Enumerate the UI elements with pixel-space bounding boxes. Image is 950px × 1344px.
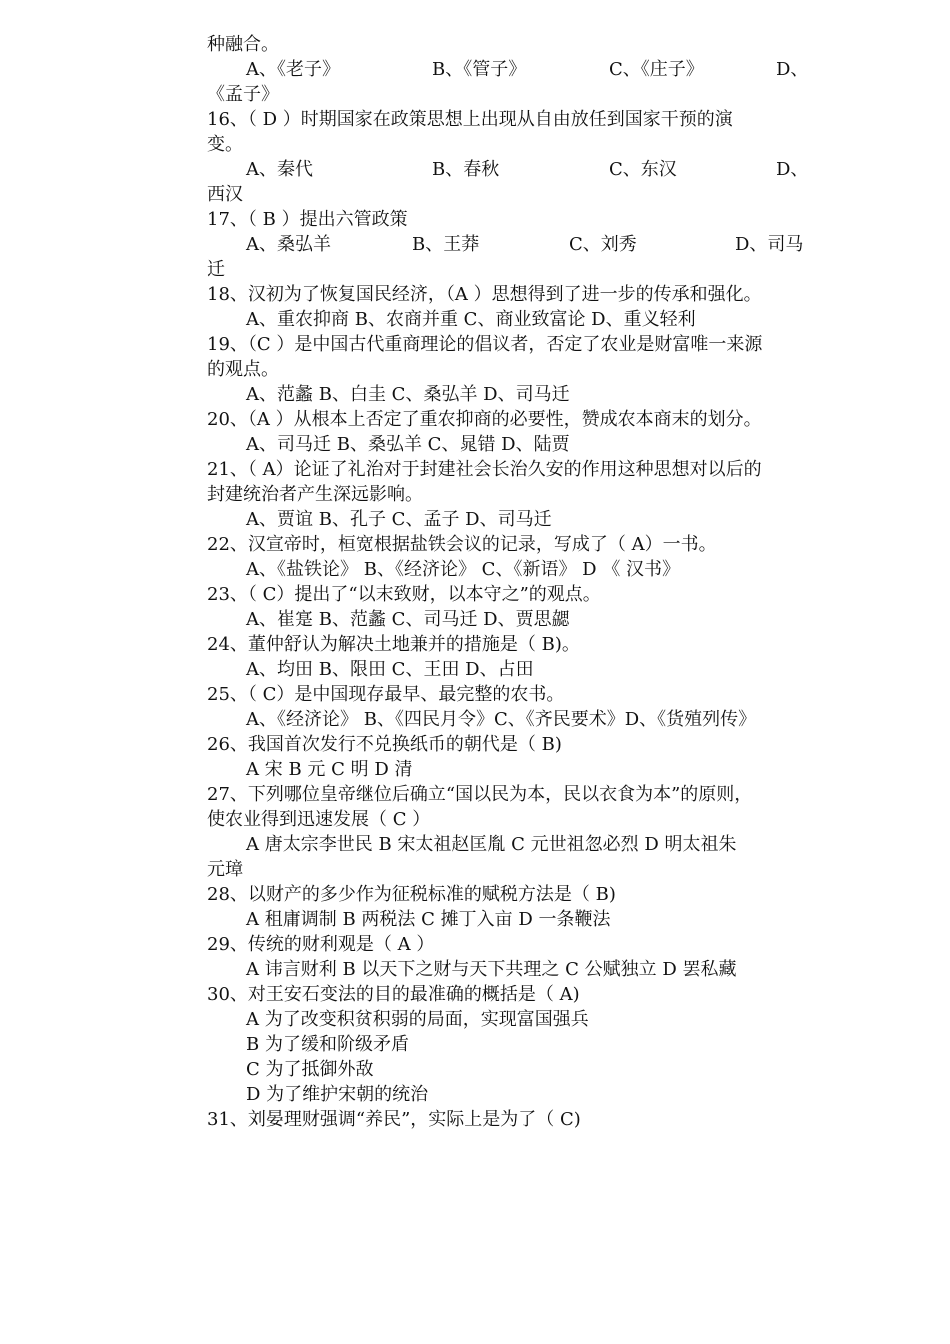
options-line: A、《盐铁论》 B、《经济论》 C、《新语》 D 《 汉书》 xyxy=(246,559,681,580)
text-line: 变。 xyxy=(207,134,243,155)
option-b: B、《管子》 xyxy=(432,59,527,80)
question-28: 28、以财产的多少作为征税标准的赋税方法是（ B) xyxy=(207,884,616,905)
option-d: D 为了维护宋朝的统治 xyxy=(246,1084,429,1105)
options-line: A 唐太宗李世民 B 宋太祖赵匡胤 C 元世祖忽必烈 D 明太祖朱 xyxy=(246,834,737,855)
text-line: 使农业得到迅速发展（ C ） xyxy=(207,809,431,830)
question-19: 19、（C ）是中国古代重商理论的倡议者，否定了农业是财富唯一来源 xyxy=(207,334,763,355)
options-line: A、重农抑商 B、农商并重 C、商业致富论 D、重义轻利 xyxy=(246,309,696,330)
question-22: 22、汉宣帝时，桓宽根据盐铁会议的记录，写成了（ A）一书。 xyxy=(207,534,717,555)
option-c: C 为了抵御外敌 xyxy=(246,1059,374,1080)
option-d: D、 xyxy=(776,159,809,180)
question-27: 27、下列哪位皇帝继位后确立“国以民为本，民以衣食为本”的原则， xyxy=(207,784,753,805)
text-line: 封建统治者产生深远影响。 xyxy=(207,484,423,505)
text-line: 《孟子》 xyxy=(207,84,279,105)
option-a: A 为了改变积贫积弱的局面，实现富国强兵 xyxy=(246,1009,589,1030)
question-20: 20、（A ）从根本上否定了重农抑商的必要性，赞成农本商末的划分。 xyxy=(207,409,762,430)
options-line: A 租庸调制 B 两税法 C 摊丁入亩 D 一条鞭法 xyxy=(246,909,611,930)
options-line: A、均田 B、限田 C、王田 D、占田 xyxy=(246,659,534,680)
text-line: 种融合。 xyxy=(207,34,279,55)
question-31: 31、刘晏理财强调“养民”，实际上是为了（ C) xyxy=(207,1109,581,1130)
question-21: 21、（ A）论证了礼治对于封建社会长治久安的作用这种思想对以后的 xyxy=(207,459,762,480)
question-17: 17、（ B ）提出六管政策 xyxy=(207,209,408,230)
option-b: B 为了缓和阶级矛盾 xyxy=(246,1034,409,1055)
question-25: 25、（ C）是中国现存最早、最完整的农书。 xyxy=(207,684,565,705)
options-line: A、崔寔 B、范蠡 C、司马迁 D、贾思勰 xyxy=(246,609,570,630)
option-d: D、 xyxy=(776,59,809,80)
option-c: C、刘秀 xyxy=(569,234,637,255)
option-c: C、东汉 xyxy=(609,159,677,180)
option-a: A、《老子》 xyxy=(246,59,340,80)
option-a: A、桑弘羊 xyxy=(246,234,331,255)
options-line: A 宋 B 元 C 明 D 清 xyxy=(246,759,413,780)
question-26: 26、我国首次发行不兑换纸币的朝代是（ B) xyxy=(207,734,562,755)
options-line: A、贾谊 B、孔子 C、孟子 D、司马迁 xyxy=(246,509,552,530)
question-23: 23、（ C）提出了“以末致财，以本守之”的观点。 xyxy=(207,584,601,605)
option-a: A、秦代 xyxy=(246,159,313,180)
question-29: 29、传统的财利观是（ A ） xyxy=(207,934,435,955)
text-line: 迁 xyxy=(207,259,225,280)
options-line: A、范蠡 B、白圭 C、桑弘羊 D、司马迁 xyxy=(246,384,570,405)
question-24: 24、董仲舒认为解决土地兼并的措施是（ B)。 xyxy=(207,634,580,655)
question-30: 30、对王安石变法的目的最准确的概括是（ A) xyxy=(207,984,580,1005)
question-16: 16、（ D ）时期国家在政策思想上出现从自由放任到国家干预的演 xyxy=(207,109,733,130)
option-b: B、春秋 xyxy=(432,159,500,180)
options-line: A、司马迁 B、桑弘羊 C、晁错 D、陆贾 xyxy=(246,434,570,455)
question-18: 18、汉初为了恢复国民经济，（A ）思想得到了进一步的传承和强化。 xyxy=(207,284,762,305)
option-b: B、王莽 xyxy=(412,234,480,255)
option-c: C、《庄子》 xyxy=(609,59,704,80)
text-line: 西汉 xyxy=(207,184,243,205)
option-d: D、司马 xyxy=(735,234,804,255)
options-line: A 讳言财利 B 以天下之财与天下共理之 C 公赋独立 D 罢私藏 xyxy=(246,959,737,980)
options-line: A、《经济论》 B、《四民月令》C、《齐民要术》D、《货殖列传》 xyxy=(246,709,757,730)
text-line: 的观点。 xyxy=(207,359,279,380)
text-line: 元璋 xyxy=(207,859,243,880)
